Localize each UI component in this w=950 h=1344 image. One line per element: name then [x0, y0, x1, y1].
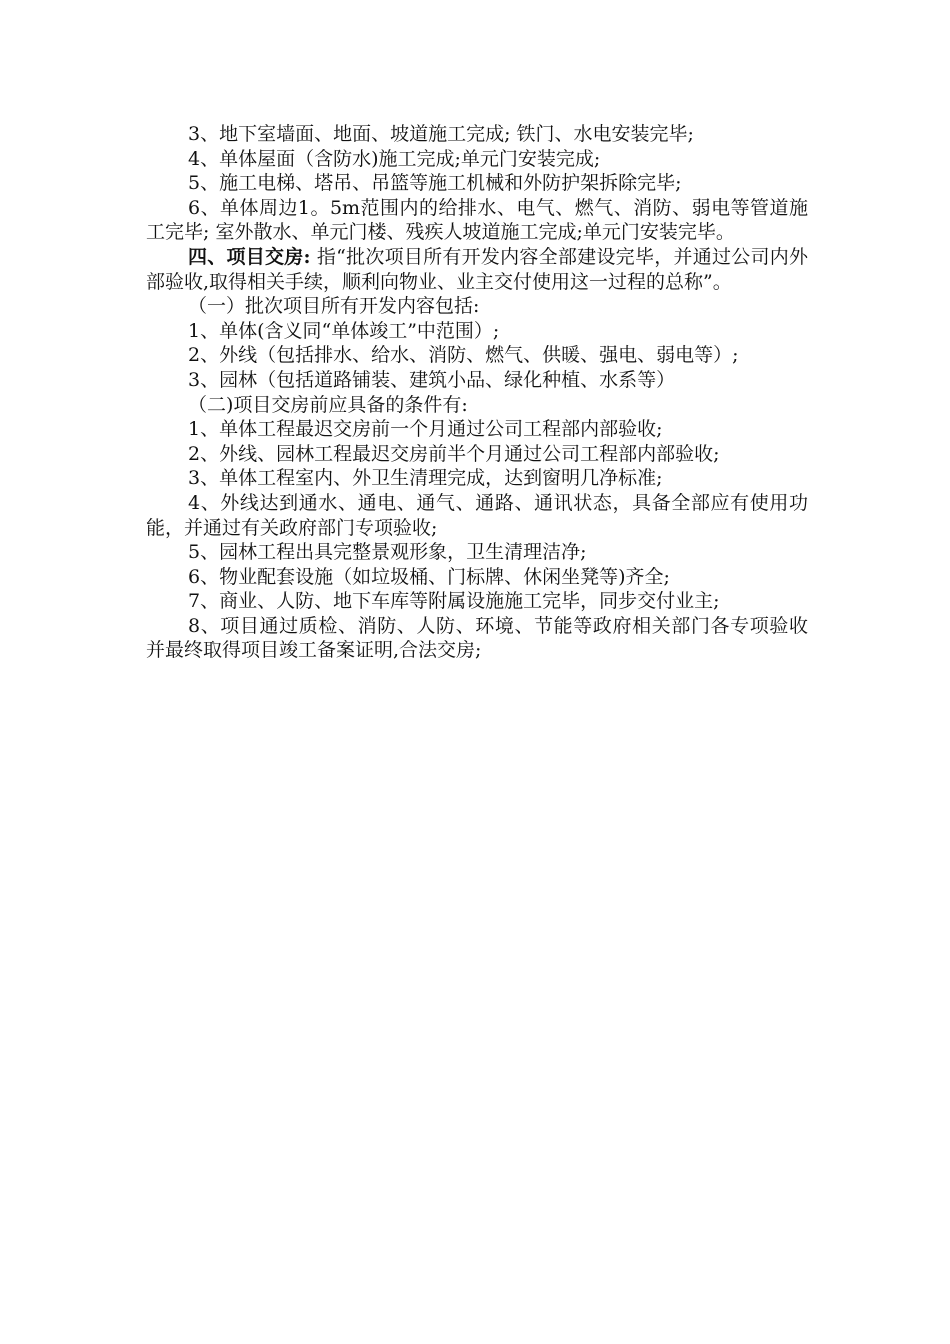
paragraph-condition-8 — [146, 614, 808, 663]
paragraph-condition-3 — [146, 466, 808, 491]
paragraph-roof — [146, 147, 808, 172]
paragraph-conditions-title — [146, 393, 808, 418]
paragraph-text: 7、商业、人防、地下车库等附属设施施工完毕，同步交付业主; — [188, 590, 720, 613]
paragraph-text: 6、物业配套设施（如垃圾桶、门标牌、休闲坐凳等)齐全; — [188, 565, 670, 588]
paragraph-text: 1、单体工程最迟交房前一个月通过公司工程部内部验收; — [188, 418, 663, 441]
section-heading: 四、项目交房: — [188, 245, 311, 268]
paragraph-condition-1 — [146, 417, 808, 442]
paragraph-text: （二)项目交房前应具备的条件有: — [188, 393, 468, 416]
paragraph-condition-4 — [146, 491, 808, 540]
paragraph-text: 3、园林（包括道路铺装、建筑小品、绿化种植、水系等） — [188, 368, 676, 391]
paragraph-text: 6、单体周边1。5m范围内的给排水、电气、燃气、消防、弱电等管道施工完毕; 室外散水、单元门楼、残疾人坡道施工完成;单元门安装完毕。 — [146, 196, 808, 244]
paragraph-scope-3 — [146, 368, 808, 393]
paragraph-text: 3、单体工程室内、外卫生清理完成，达到窗明几净标准; — [188, 467, 663, 490]
paragraph-text: 2、外线（包括排水、给水、消防、燃气、供暖、强电、弱电等）; — [188, 344, 739, 367]
paragraph-text: 3、地下室墙面、地面、坡道施工完成; 铁门、水电安装完毕; — [188, 123, 694, 145]
paragraph-text: 4、外线达到通水、通电、通气、通路、通讯状态，具备全部应有使用功能，并通过有关政府部门专项验收; — [146, 491, 808, 539]
paragraph-text: 5、园林工程出具完整景观形象，卫生清理洁净; — [188, 541, 587, 564]
paragraph-condition-5 — [146, 540, 808, 565]
paragraph-perimeter — [146, 196, 808, 245]
paragraph-text: 2、外线、园林工程最迟交房前半个月通过公司工程部内部验收; — [188, 442, 720, 465]
paragraph-text: 8、项目通过质检、消防、人防、环境、节能等政府相关部门各专项验收并最终取得项目竣工备案证明,合法交房; — [146, 614, 808, 662]
paragraph-machinery — [146, 171, 808, 196]
paragraph-scope-title — [146, 294, 808, 319]
paragraph-text: 5、施工电梯、塔吊、吊篮等施工机械和外防护架拆除完毕; — [188, 172, 682, 195]
paragraph-basement — [146, 122, 808, 147]
paragraph-text: 指“批次项目所有开发内容全部建设完毕，并通过公司内外部验收,取得相关手续，顺利向物业、业主交付使用这一过程的总称”。 — [146, 245, 808, 293]
paragraph-text: 1、单体(含义同“单体竣工”中范围）; — [188, 319, 500, 342]
paragraph-condition-2 — [146, 442, 808, 467]
paragraph-scope-1 — [146, 319, 808, 344]
paragraph-text: （一）批次项目所有开发内容包括: — [188, 295, 480, 318]
paragraph-handover-definition — [146, 245, 808, 294]
paragraph-scope-2 — [146, 343, 808, 368]
document-body — [146, 122, 808, 663]
paragraph-text: 4、单体屋面（含防水)施工完成;单元门安装完成; — [188, 147, 601, 170]
paragraph-condition-6 — [146, 565, 808, 590]
paragraph-condition-7 — [146, 589, 808, 614]
